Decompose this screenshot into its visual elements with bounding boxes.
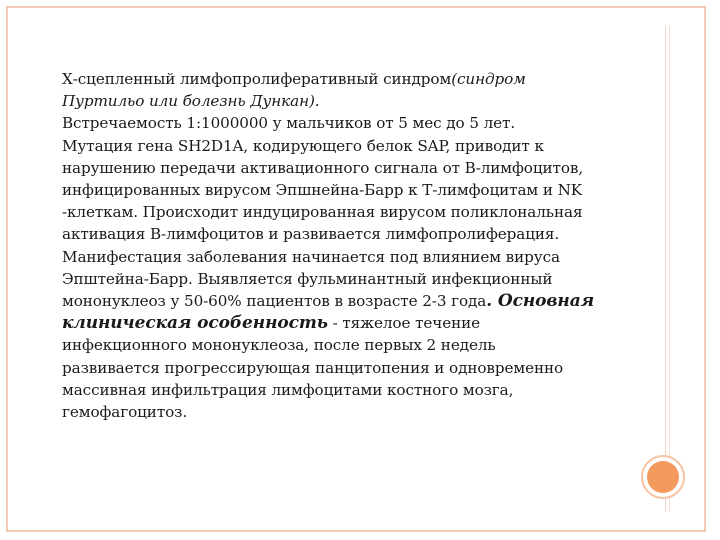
text-run: массивная инфильтрация лимфоцитами костного мозга,: [62, 380, 514, 399]
text-run: - тяжелое течение: [327, 314, 481, 333]
text-line-12: [62, 312, 644, 334]
text-run: нарушению передачи активационного сигнала от В-лимфоцитов,: [62, 158, 584, 177]
text-line-7: [62, 201, 644, 223]
text-run: Эпштейна-Барр. Выявляется фульминантный инфекционный: [62, 269, 553, 288]
frame-vertical-line-secondary: [669, 26, 670, 512]
text-line-10: [62, 268, 644, 290]
frame-vertical-line: [665, 26, 666, 512]
text-line-16: [62, 401, 644, 423]
text-line-5: [62, 157, 644, 179]
text-run: мононуклеоз у 50-60% пациентов в возрасте 2-3 года: [62, 292, 487, 311]
text-run: Манифестация заболевания начинается под влиянием вируса: [62, 247, 560, 266]
orange-circle-fill: [647, 461, 679, 493]
text-run: инфицированных вирусом Эпшнейна-Барр к Т-лимфоцитам и NK: [62, 181, 583, 200]
text-line-15: [62, 379, 644, 401]
slide-body-text: [62, 68, 644, 423]
text-line-11: [62, 290, 644, 312]
text-run: Мутация гена SH2D1A, кодирующего белок SAP, приводит к: [62, 136, 544, 155]
text-line-9: [62, 246, 644, 268]
text-run: активация В-лимфоцитов и развивается лимфопролиферация.: [62, 225, 560, 244]
text-run: -клеткам. Происходит индуцированная вирусом поликлональная: [62, 203, 583, 222]
text-run-italic: Пуртильо или болезнь Дункан).: [62, 92, 320, 111]
orange-circle-icon: [641, 455, 685, 499]
text-line-3: [62, 112, 644, 134]
text-line-2: [62, 90, 644, 112]
text-run: гемофагоцитоз.: [62, 403, 188, 422]
text-run-emphasis: . Основная: [486, 291, 595, 312]
text-run: Х-сцепленный лимфопролиферативный синдром: [62, 70, 452, 88]
text-run: инфекционного мононуклеоза, после первых 2 недель: [62, 336, 496, 355]
text-run-italic: (синдром: [451, 70, 526, 88]
text-run-emphasis: клиническая особенность: [62, 313, 328, 334]
text-run: развивается прогрессирующая панцитопения и одновременно: [62, 358, 564, 377]
text-line-4: [62, 135, 644, 157]
text-line-8: [62, 223, 644, 245]
text-line-14: [62, 357, 644, 379]
text-line-1: [62, 68, 644, 90]
text-run: Встречаемость 1:1000000 у мальчиков от 5 мес до 5 лет.: [62, 114, 516, 133]
text-line-6: [62, 179, 644, 201]
text-line-13: [62, 334, 644, 356]
